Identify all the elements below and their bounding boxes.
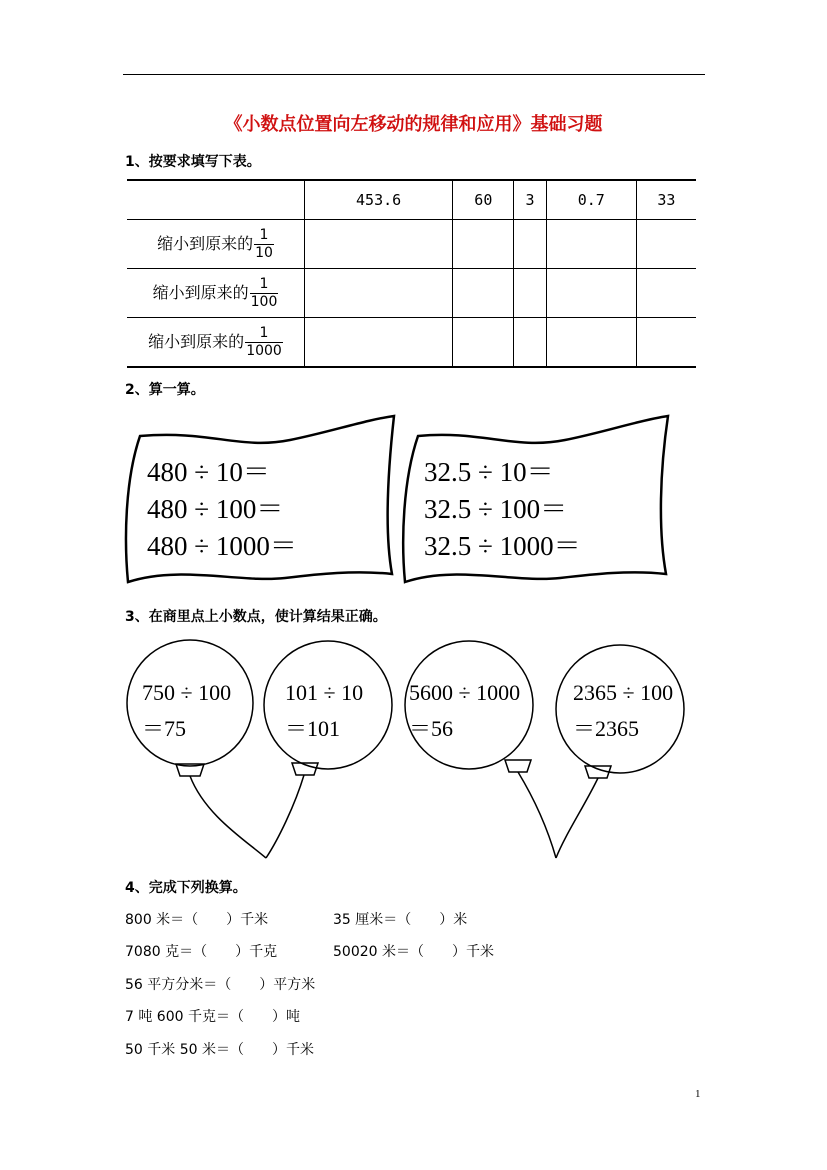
table-header-cell: 33 [636, 180, 696, 220]
division-expression: 750 ÷ 100 [142, 680, 232, 705]
division-expression: 101 ÷ 10 [285, 680, 364, 705]
conversion-item: 35 厘米＝（ ）米 [333, 912, 468, 928]
row-label-text: 缩小到原来的 [152, 282, 249, 302]
balloon-1-content [142, 675, 231, 747]
balloon-4-content [573, 675, 673, 747]
balloon-2 [264, 641, 392, 858]
conversion-item: 7 吨 600 千克＝（ ）吨 [125, 1009, 300, 1025]
division-expression: 5600 ÷ 1000 [409, 680, 521, 705]
fraction-numerator: 1 [245, 325, 283, 343]
table-header-cell: 60 [453, 180, 514, 220]
q4-heading: 4、完成下列换算。 [125, 880, 247, 896]
conversion-item: 7080 克＝（ ）千克 [125, 944, 278, 960]
table-header-cell: 0.7 [546, 180, 636, 220]
conversion-item: 50020 米＝（ ）千米 [333, 944, 494, 960]
conversion-item: 56 平方分米＝（ ）平方米 [125, 977, 316, 993]
equation: 480 ÷ 10＝ [147, 457, 270, 487]
balloon-3 [405, 641, 556, 858]
table-header-cell: 453.6 [305, 180, 453, 220]
fraction-numerator: 1 [254, 227, 274, 245]
table-header-cell: 3 [514, 180, 546, 220]
fraction-denominator: 10 [255, 244, 273, 261]
conversion-item: 800 米＝（ ）千米 [125, 912, 269, 928]
equation: 480 ÷ 1000＝ [147, 531, 297, 561]
equation: 32.5 ÷ 100＝ [424, 494, 568, 524]
balloon-3-content [409, 675, 520, 747]
equation: 32.5 ÷ 10＝ [424, 457, 554, 487]
q2-heading: 2、算一算。 [125, 382, 205, 398]
flag-left-content [147, 454, 297, 565]
division-result: ＝75 [142, 716, 187, 741]
row-label-text: 缩小到原来的 [148, 331, 245, 351]
balloon-2-content [285, 675, 363, 747]
division-expression: 2365 ÷ 100 [573, 680, 674, 705]
division-result: ＝56 [409, 716, 454, 741]
q3-heading: 3、在商里点上小数点，使计算结果正确。 [125, 609, 387, 625]
division-result: ＝2365 [573, 716, 640, 741]
conversion-item: 50 千米 50 米＝（ ）千米 [125, 1042, 314, 1058]
q1-heading: 1、按要求填写下表。 [125, 154, 261, 170]
page-title: 《小数点位置向左移动的规律和应用》基础习题 [224, 114, 603, 135]
fraction-numerator: 1 [250, 276, 279, 294]
page-number: 1 [695, 1088, 701, 1100]
equation: 32.5 ÷ 1000＝ [424, 531, 581, 561]
balloon-1 [127, 640, 266, 858]
fraction-denominator: 1000 [246, 342, 282, 359]
flag-right-content [424, 454, 581, 565]
fraction-denominator: 100 [250, 293, 278, 310]
division-result: ＝101 [285, 716, 341, 741]
row-label-text: 缩小到原来的 [157, 233, 254, 253]
equation: 480 ÷ 100＝ [147, 494, 284, 524]
